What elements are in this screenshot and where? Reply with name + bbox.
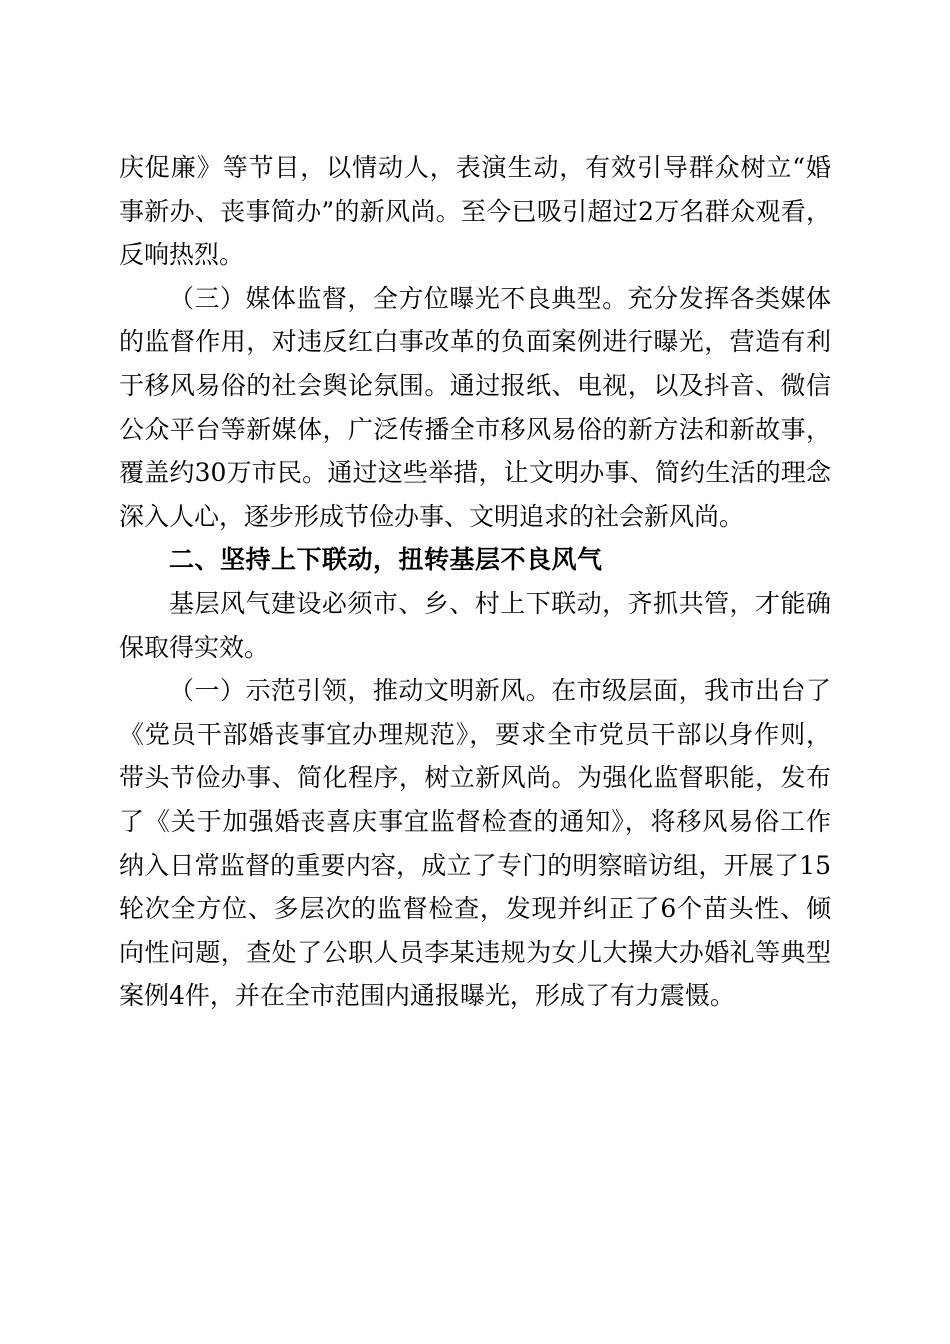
paragraph-media-supervision: （三）媒体监督，全方位曝光不良典型。充分发挥各类媒体的监督作用，对违反红白事改革的负面案例进行曝光，营造有利于移风易俗的社会舆论氛围。通过报纸、电视，以及抖音、微信公众平台等新媒体，广泛传播全市移风易俗的新方法和新故事，覆盖约30万市民。通过这些举措，让文明办事、简约生活的理念深入人心，逐步形成节俭办事、文明追求的社会新风尚。	[119, 283, 831, 531]
paragraph-grassroots-intro: 基层风气建设必须市、乡、村上下联动，齐抓共管，才能确保取得实效。	[119, 588, 831, 662]
document-body	[119, 146, 831, 1018]
section-heading: 二、坚持上下联动，扭转基层不良风气	[169, 545, 603, 575]
paragraph-continuation: 庆促廉》等节目，以情动人，表演生动，有效引导群众树立“婚事新办、丧事简办”的新风尚。至今已吸引超过2万名群众观看，反响热烈。	[119, 153, 831, 270]
paragraph-demonstration-lead: （一）示范引领，推动文明新风。在市级层面，我市出台了《党员干部婚丧事宜办理规范》，要求全市党员干部以身作则，带头节俭办事、简化程序，树立新风尚。为强化监督职能，发布了《关于加强婚丧喜庆事宜监督检查的通知》，将移风易俗工作纳入日常监督的重要内容，成立了专门的明察暗访组，开展了15轮次全方位、多层次的监督检查，发现并纠正了6个苗头性、倾向性问题，查处了公职人员李某违规为女儿大操大办婚礼等典型案例4件，并在全市范围内通报曝光，形成了有力震慑。	[119, 676, 831, 1011]
